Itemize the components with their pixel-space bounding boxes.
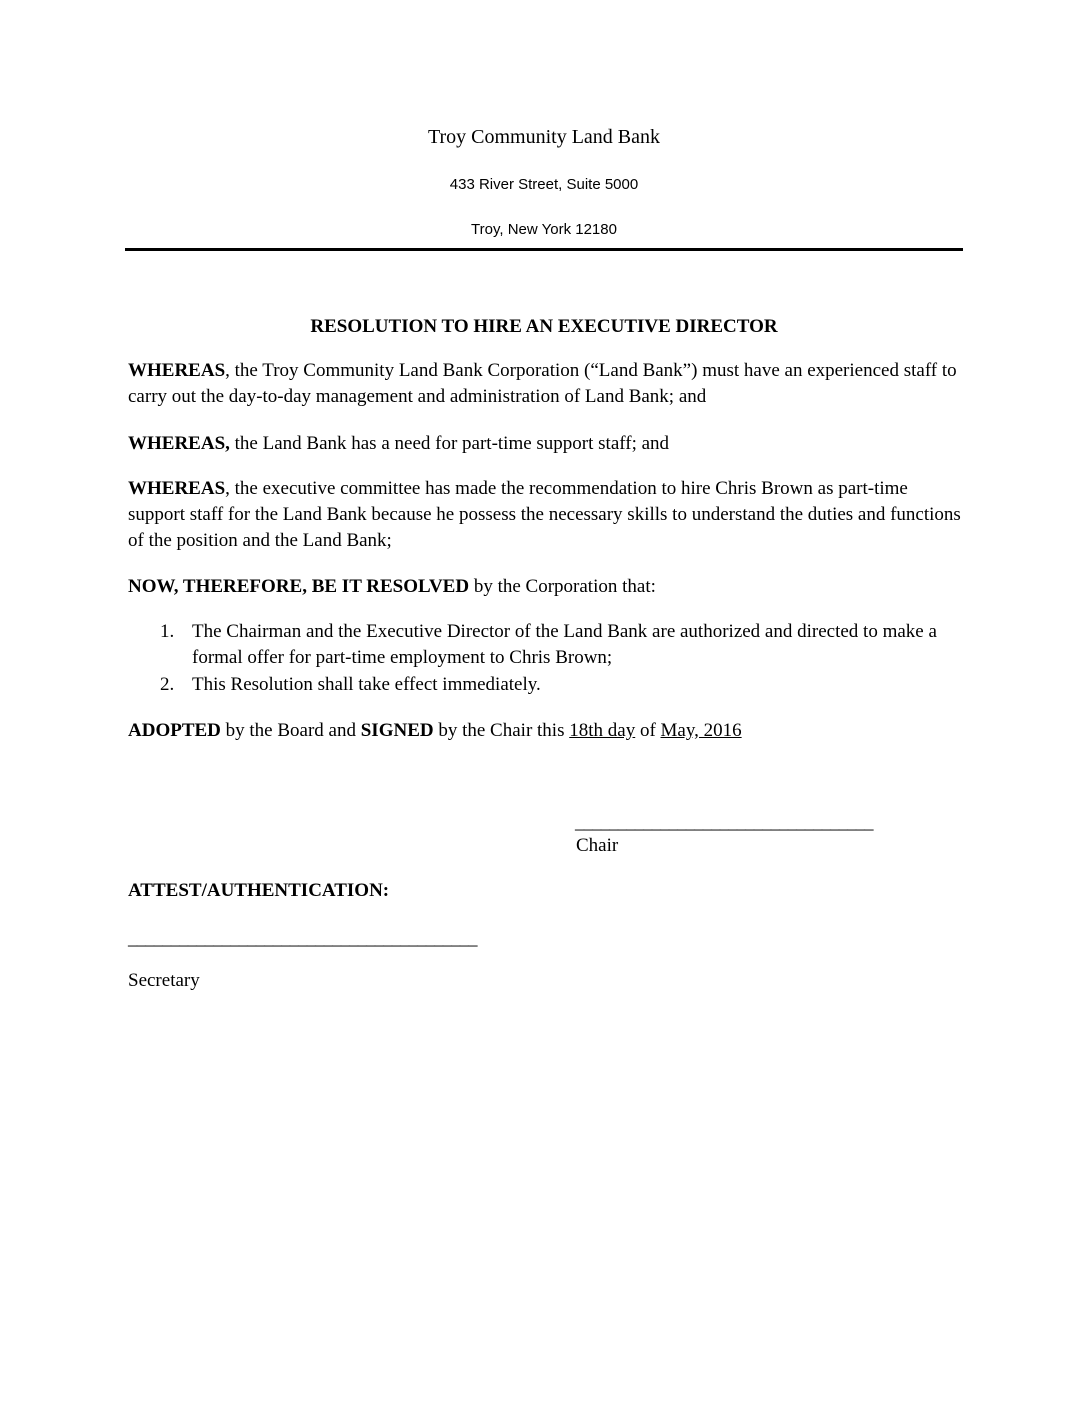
paragraph-lead: WHEREAS: [128, 478, 226, 499]
adoption-date: May, 2016: [660, 720, 742, 741]
paragraph-lead: WHEREAS: [128, 360, 226, 381]
paragraph-text: by the Corporation that:: [469, 576, 656, 597]
paragraph-text: the Land Bank has a need for part-time support staff; and: [229, 433, 670, 454]
whereas-paragraph-3: [128, 476, 968, 554]
paragraph-lead: WHEREAS,: [128, 433, 230, 454]
whereas-paragraph-1: [128, 358, 968, 410]
organization-name: Troy Community Land Bank: [427, 126, 661, 148]
adoption-text: by the Board and: [220, 720, 361, 741]
list-item: [160, 672, 960, 698]
list-text: The Chairman and the Executive Director of the Land Bank are authorized and directed to make a formal offer for part-time employment to Chris Brown;: [192, 621, 937, 668]
address-line-1: 433 River Street, Suite 5000: [449, 176, 639, 193]
adopted-label: ADOPTED: [128, 720, 221, 741]
secretary-signature-line: _________________________________________: [128, 928, 477, 949]
paragraph-lead: NOW, THEREFORE, BE IT RESOLVED: [128, 576, 470, 597]
secretary-label: Secretary: [128, 970, 200, 991]
list-item: [160, 619, 960, 671]
list-text: This Resolution shall take effect immediately.: [192, 674, 541, 695]
paragraph-text: , the executive committee has made the recommendation to hire Chris Brown as part-time support staff for the Land Bank because he possess the necessary skills to understand the duties and functions of the position and the Land Bank;: [128, 478, 961, 551]
list-number: 2.: [160, 674, 175, 695]
adoption-statement: [128, 718, 968, 744]
chair-label: Chair: [576, 835, 619, 856]
signed-label: SIGNED: [360, 720, 434, 741]
attest-heading: ATTEST/AUTHENTICATION:: [128, 880, 390, 901]
paragraph-text: , the Troy Community Land Bank Corporation (“Land Bank”) must have an experienced staff to carry out the day-to-day management and administration of Land Bank; and: [128, 360, 957, 407]
adoption-text: by the Chair this: [433, 720, 570, 741]
adoption-day: 18th day: [569, 720, 636, 741]
resolution-title: RESOLUTION TO HIRE AN EXECUTIVE DIRECTOR: [310, 316, 778, 337]
list-number: 1.: [160, 621, 175, 642]
resolved-paragraph: [128, 574, 968, 600]
address-line-2: Troy, New York 12180: [471, 221, 617, 238]
header-divider: [125, 248, 963, 251]
chair-signature-line: ___________________________________: [575, 812, 873, 833]
resolution-list: [160, 619, 960, 699]
adoption-text: of: [635, 720, 661, 741]
whereas-paragraph-2: [128, 431, 968, 457]
